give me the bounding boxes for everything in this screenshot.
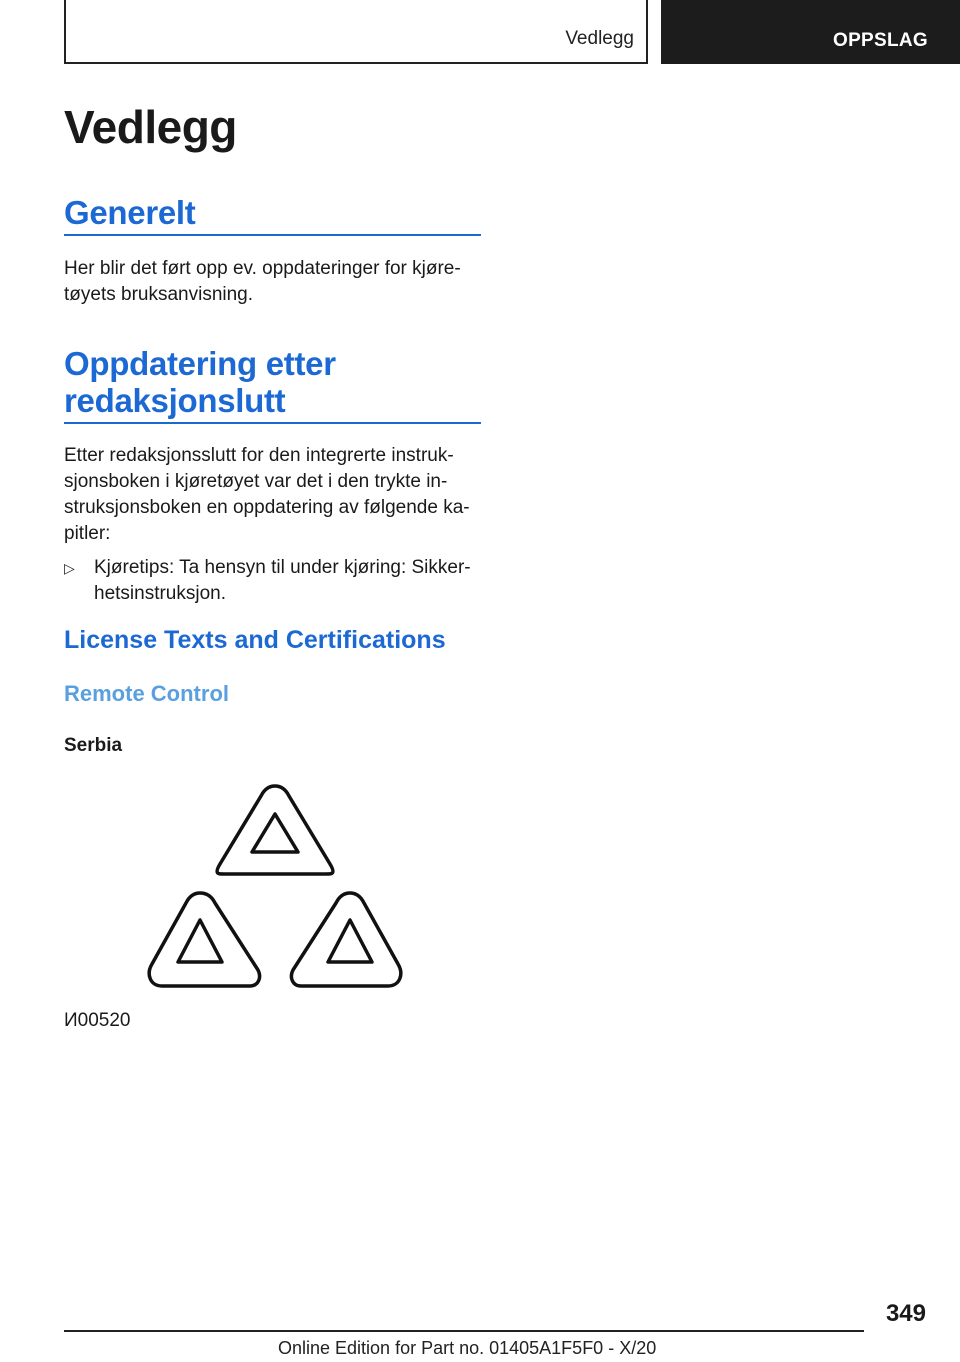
- generelt-heading-block: [64, 194, 481, 231]
- serbia-heading: Serbia: [64, 735, 123, 756]
- remote-control-heading: Remote Control: [64, 681, 229, 706]
- license-heading-block: [64, 626, 481, 655]
- header-section-title: Vedlegg: [565, 28, 634, 49]
- bullet-text: Kjøretips: Ta hensyn til under kjøring: Sikkerhetsinstruksjon.: [94, 557, 471, 604]
- page-number: 349: [885, 1300, 926, 1327]
- header-section-box: [64, 0, 648, 64]
- header-chapter-tab[interactable]: [661, 0, 960, 64]
- page-title: Vedlegg: [64, 101, 237, 153]
- remote-control-heading-block: [64, 681, 481, 707]
- footer-edition: Online Edition for Part no. 01405A1F5F0 - X/20: [278, 1338, 657, 1358]
- generelt-section: [64, 256, 481, 308]
- oppdatering-rule: [64, 422, 481, 424]
- oppdatering-heading-block: [64, 345, 481, 419]
- list-item: [64, 555, 481, 607]
- serbia-heading-block: [64, 735, 481, 757]
- cert-code: И00520: [64, 1010, 131, 1031]
- oppdatering-heading-line2: redaksjonslutt: [64, 382, 286, 419]
- serbian-triple-triangle-mark-icon: [140, 778, 410, 993]
- triangle-bullet-icon: ▷: [64, 560, 75, 576]
- license-heading: License Texts and Certifications: [64, 626, 446, 654]
- oppdatering-heading: [64, 345, 481, 419]
- cert-code-block: [64, 1008, 481, 1034]
- generelt-heading: Generelt: [64, 194, 196, 231]
- header-chapter-title: OPPSLAG: [832, 30, 928, 51]
- generelt-text: Her blir det ført opp ev. oppdateringer for kjøretøyets bruksanvisning.: [64, 258, 461, 305]
- oppdatering-heading-line1: Oppdatering etter: [64, 345, 336, 382]
- generelt-rule: [64, 234, 481, 236]
- footer-rule: [64, 1330, 864, 1332]
- oppdatering-section: [64, 443, 481, 607]
- oppdatering-text: Etter redaksjonsslutt for den integrerte instruksjonsboken i kjøretøyet var det i den trykte instruksjonsboken en oppdatering av følgende kapitler:: [64, 445, 470, 544]
